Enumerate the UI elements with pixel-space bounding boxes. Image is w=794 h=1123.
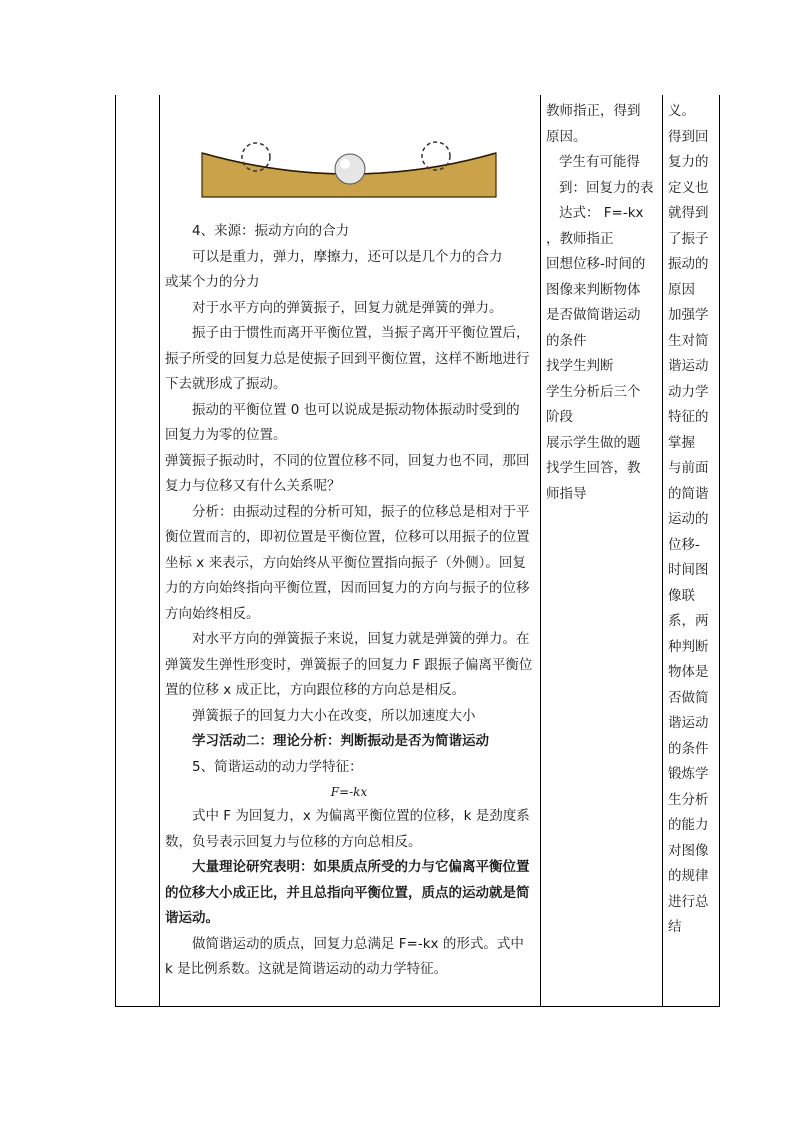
intent-line: 了振子 [668, 230, 709, 247]
activity-line: 展示学生做的题 [546, 434, 641, 451]
intent-line: 的规律 [668, 868, 709, 884]
activity-line: ，教师指正 [546, 230, 614, 247]
paragraph: 弹簧振子振动时，不同的位置位移不同，回复力也不同，那回复力与位移又有什么关系呢？ [165, 452, 530, 494]
intent-line: 生分析 [668, 791, 709, 808]
intent-line: 物体是 [668, 664, 709, 680]
activity-line: 回想位移-时间的 [546, 256, 646, 272]
activity-line: 教师指正，得到 [546, 103, 641, 119]
table-border-bottom [115, 1006, 720, 1007]
activity-line: 找学生判断 [546, 358, 614, 374]
intent-line: 得到回 [668, 128, 709, 145]
intent-line: 对图像 [668, 842, 709, 859]
table-border-right [719, 95, 720, 1007]
intent-line: 像联 [668, 587, 695, 604]
intent-line: 掌握 [668, 434, 695, 451]
intent-line: 系，两 [668, 613, 709, 629]
intent-line: 生对简 [668, 332, 709, 349]
activity-line: 是否做简谐运动 [546, 307, 641, 323]
intent-line: 与前面 [668, 460, 709, 476]
paragraph: 或某个力的分力 [165, 274, 260, 290]
activity-line: 师指导 [546, 485, 587, 502]
section-heading: 5、简谐运动的动力学特征： [192, 758, 363, 775]
activity-line: 原因。 [546, 128, 587, 145]
activity-line: 图像来判断物体 [546, 281, 641, 298]
paragraph: 做简谐运动的质点，回复力总满足 F=-kx 的形式。式中 k 是比例系数。这就是简谐运动的动力学特征。 [165, 935, 524, 977]
intent-line: 的能力 [668, 817, 709, 833]
paragraph: 式中 F 为回复力，x 为偏离平衡位置的位移，k 是劲度系数，负号表示回复力与位移的方向总相反。 [165, 808, 530, 850]
activity-line: 学生有可能得 [559, 154, 640, 170]
intent-line: 谐运动 [668, 358, 709, 374]
paragraph: 对水平方向的弹簧振子来说，回复力就是弹簧的弹力。在弹簧发生弹性形变时，弹簧振子的回复力 F 跟振子偏离平衡位置的位移 x 成正比，方向跟位移的方向总是相反。 [165, 631, 533, 698]
activity-line: 找学生回答，教 [546, 460, 641, 476]
table-border-col3 [662, 95, 663, 1007]
formula: F=-kx [330, 785, 368, 799]
table-border-col2 [540, 95, 541, 1007]
table-border-col1 [159, 95, 160, 1007]
activity-line: 的条件 [546, 332, 587, 349]
intent-line: 的简谐 [668, 485, 709, 502]
intent-line: 锻炼学 [668, 766, 709, 782]
intent-line: 振动的 [668, 256, 709, 272]
intent-line: 否做简 [668, 689, 709, 706]
design-intent-column [668, 99, 718, 941]
intent-line: 加强学 [668, 307, 709, 323]
main-content-column [165, 219, 533, 983]
activity-line: 达式： F=-kx [559, 205, 644, 221]
intent-line: 义。 [668, 103, 695, 119]
activity-line: 阶段 [546, 409, 573, 425]
intent-line: 位移- [668, 536, 700, 553]
intent-line: 结 [668, 919, 682, 935]
activity-line: 学生分析后三个 [546, 383, 641, 400]
paragraph: 可以是重力，弹力，摩擦力，还可以是几个力的合力 [192, 248, 503, 265]
intent-line: 谐运动 [668, 715, 709, 731]
intent-line: 进行总 [668, 893, 709, 910]
intent-line: 定义也 [668, 179, 709, 196]
intent-line: 复力的 [668, 154, 709, 170]
intent-line: 时间图 [668, 562, 709, 578]
activity-column [546, 99, 658, 507]
intent-line: 动力学 [668, 383, 709, 400]
intent-line: 特征的 [668, 409, 709, 425]
analysis-paragraph: 分析：由振动过程的分析可知，振子的位移总是相对于平衡位置而言的，即初位置是平衡位置，位移可以用振子的位置坐标 x 来表示，方向始终从平衡位置指向振子（外侧）。回复力的方向始终指向平衡位置，因而回复力的方向与振子的位移方向始终相反。 [165, 503, 530, 622]
intent-line: 运动的 [668, 511, 709, 527]
paragraph: 振动的平衡位置 0 也可以说成是振动物体振动时受到的回复力为零的位置。 [165, 401, 520, 443]
bold-conclusion: 大量理论研究表明：如果质点所受的力与它偏离平衡位置的位移大小成正比，并且总指向平衡位置，质点的运动就是简谐运动。 [165, 859, 530, 926]
paragraph: 振子由于惯性而离开平衡位置，当振子离开平衡位置后，振子所受的回复力总是使振子回到平衡位置，这样不断地进行下去就形成了振动。 [165, 325, 530, 392]
bowl-with-balls-icon [200, 135, 500, 205]
source-heading: 4、来源：振动方向的合力 [192, 223, 350, 239]
intent-line: 的条件 [668, 740, 709, 757]
intent-line: 原因 [668, 281, 695, 298]
bowl-figure [200, 135, 500, 205]
table-border-left [115, 95, 116, 1007]
activity-line: 到：回复力的表 [559, 179, 654, 196]
intent-line: 就得到 [668, 205, 709, 221]
paragraph: 弹簧振子的回复力大小在改变，所以加速度大小 [192, 707, 476, 724]
activity-heading: 学习活动二：理论分析：判断振动是否为简谐运动 [192, 733, 489, 749]
paragraph: 对于水平方向的弹簧振子，回复力就是弹簧的弹力。 [192, 299, 503, 316]
intent-line: 种判断 [668, 638, 709, 655]
